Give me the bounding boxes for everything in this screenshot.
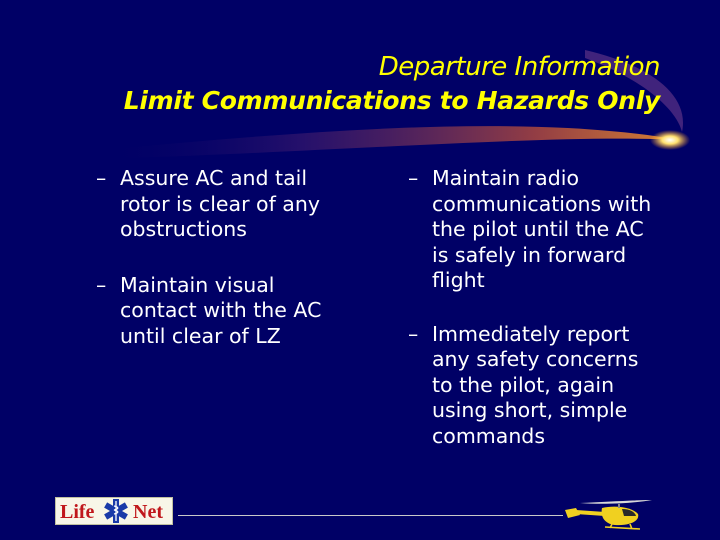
logo-word-net: Net	[133, 501, 163, 523]
logo-word-life: Life	[60, 501, 95, 523]
lifenet-logo	[55, 497, 173, 525]
bullet-text: Maintain radio communications with the pilot until the AC is safely in forward flight	[432, 166, 652, 292]
bullet-dash: –	[408, 166, 419, 190]
bullet-dash: –	[408, 321, 419, 346]
bullet-item	[96, 273, 346, 350]
slide-title: Departure Information	[378, 52, 660, 82]
bullet-item	[408, 322, 658, 450]
bullet-dash: –	[96, 166, 107, 190]
bullet-item	[408, 166, 658, 294]
bullet-text: Maintain visual contact with the AC until clear of LZ	[120, 272, 322, 348]
footer-divider	[178, 515, 563, 516]
right-bullet-list	[408, 166, 658, 477]
bullet-item	[96, 166, 346, 243]
slide-subtitle: Limit Communications to Hazards Only	[123, 86, 660, 115]
bullet-text: Immediately report any safety concerns to the pilot, again using short, simple commands	[432, 321, 639, 448]
bullet-dash: –	[96, 272, 107, 297]
star-of-life-icon	[102, 498, 130, 524]
bullet-text: Assure AC and tail rotor is clear of any obstructions	[120, 166, 320, 241]
left-bullet-list	[96, 166, 346, 379]
helicopter-icon	[560, 496, 660, 534]
